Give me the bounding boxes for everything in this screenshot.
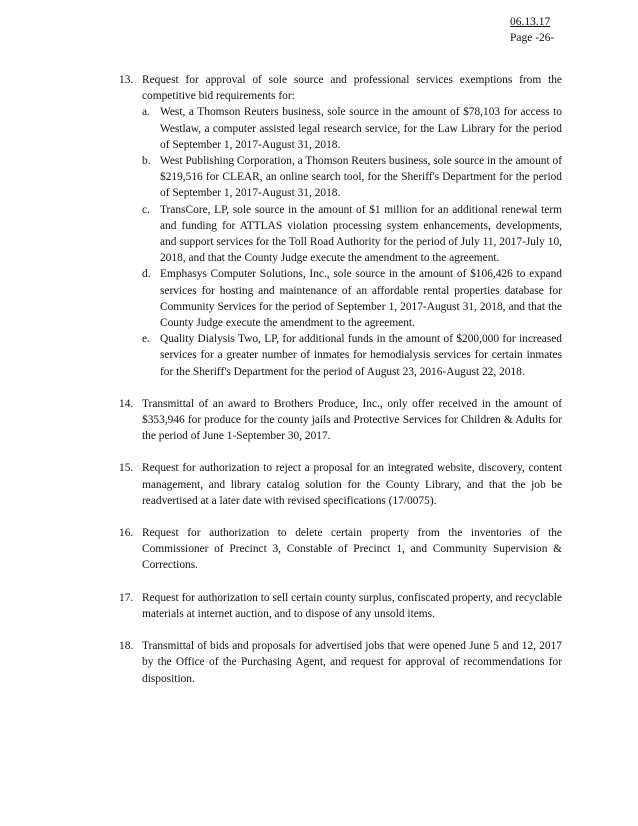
subitem-d [142, 266, 562, 331]
item-text: Request for approval of sole source and professional services exemptions from the competitive bid requirements for: [142, 74, 562, 103]
subitem-c [142, 202, 562, 267]
item-text: Request for authorization to delete certain property from the inventories of the Commissioner of Precinct 3, Constable of Precinct 1, and Community Supervision & Corrections. [142, 527, 562, 572]
agenda-item-15 [119, 460, 562, 509]
header-page-number: Page -26- [510, 32, 555, 44]
item-number: 15. [119, 462, 134, 475]
subitem-a [142, 104, 562, 153]
agenda-item-17 [119, 590, 562, 622]
page-header [510, 14, 554, 46]
header-date: 06.13.17 [510, 16, 551, 28]
subitem-list [142, 104, 562, 379]
item-text: Request for authorization to sell certain county surplus, confiscated property, and recyclable materials at internet auction, and to dispose of any unsold items. [142, 591, 562, 620]
item-text: Transmittal of an award to Brothers Produce, Inc., only offer received in the amount of $353,946 for produce for the county jails and Protective Services for Children & Adults for the period of June 1-September 30, 2017. [142, 397, 562, 443]
agenda-list [119, 72, 562, 703]
subitem-text: Emphasys Computer Solutions, Inc., sole source in the amount of $106,426 to expand services for hosting and maintenance of an affordable rental properties database for Community Services for the period of September 1, 2017-August 31, 2018, and that the County Judge execute the amendment to the agreement. [160, 268, 562, 330]
subitem-text: TransCore, LP, sole source in the amount of $1 million for an additional renewal term and funding for ATTLAS violation processing system enhancements, developments, and support services for the Toll Road Authority for the period of July 11, 2017-July 10, 2018, and that the County Judge execute the amendment to the agreement. [160, 203, 562, 265]
subitem-text: Quality Dialysis Two, LP, for additional funds in the amount of $200,000 for increased services for a greater number of inmates for hemodialysis services for certain inmates for the Sheriff's Department for the period of August 23, 2016-August 22, 2018. [160, 333, 562, 378]
item-text: Transmittal of bids and proposals for advertised jobs that were opened June 5 and 12, 2017 by the Office of the Purchasing Agent, and request for approval of recommendations for disposition. [142, 640, 562, 685]
subitem-letter: d. [142, 268, 151, 281]
item-number: 16. [119, 527, 134, 540]
subitem-text: West Publishing Corporation, a Thomson Reuters business, sole source in the amount of $219,516 for CLEAR, an online search tool, for the Sheriff's Department for the period of September 1, 2017-August 31, 2018. [160, 155, 562, 200]
subitem-letter: e. [142, 333, 150, 346]
item-number: 17. [119, 591, 134, 604]
subitem-letter: a. [142, 106, 150, 119]
agenda-item-16 [119, 525, 562, 574]
agenda-item-14 [119, 396, 562, 445]
item-number: 14. [119, 397, 134, 410]
agenda-item-13 [119, 72, 562, 380]
subitem-letter: b. [142, 155, 151, 168]
item-text: Request for authorization to reject a proposal for an integrated website, discovery, content management, and library catalog solution for the County Library, and that the job be readvertised at a later date with revised specifications (17/0075). [142, 462, 562, 507]
item-number: 18. [119, 640, 134, 653]
subitem-e [142, 331, 562, 380]
subitem-text: West, a Thomson Reuters business, sole source in the amount of $78,103 for access to Westlaw, a computer assisted legal research service, for the Law Library for the period of September 1, 2017-August 31, 2018. [160, 106, 562, 151]
subitem-letter: c. [142, 203, 150, 216]
agenda-item-18 [119, 638, 562, 687]
subitem-b [142, 153, 562, 202]
item-number: 13. [119, 74, 134, 86]
